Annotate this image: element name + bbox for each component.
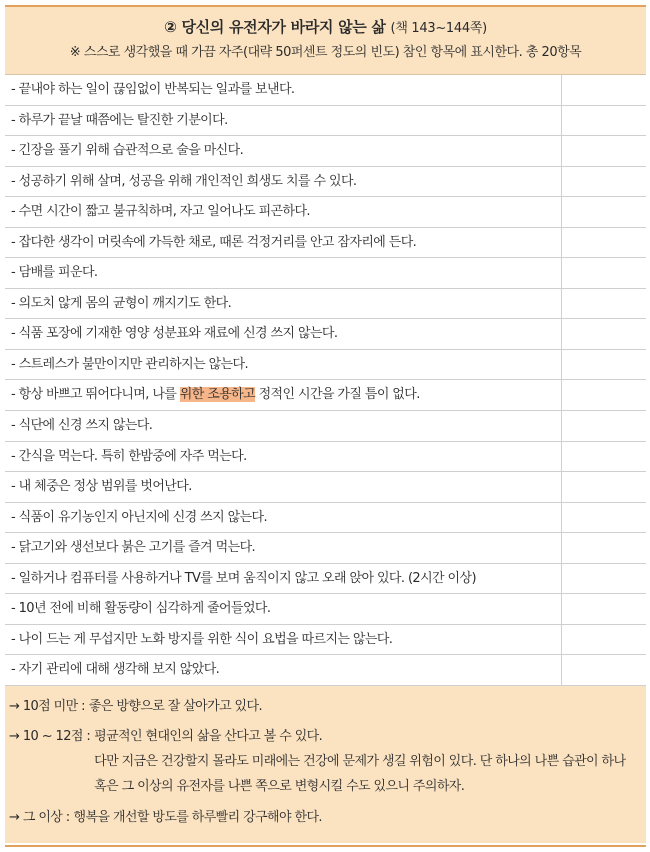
score-description bbox=[90, 726, 646, 799]
item-text bbox=[5, 380, 561, 410]
checklist-row bbox=[5, 655, 646, 686]
item-text: - 자기 관리에 대해 생각해 보지 않았다. bbox=[11, 662, 220, 678]
check-cell[interactable] bbox=[561, 625, 646, 655]
check-cell[interactable] bbox=[561, 167, 646, 197]
title-page-reference: (책 143~144쪽) bbox=[390, 21, 487, 36]
check-cell[interactable] bbox=[561, 594, 646, 624]
score-range-label: → 10점 미만 : bbox=[9, 698, 85, 714]
check-cell[interactable] bbox=[561, 197, 646, 227]
checklist-items bbox=[5, 75, 646, 686]
checklist-row bbox=[5, 167, 646, 198]
item-text: - 의도치 않게 몸의 균형이 깨지기도 한다. bbox=[11, 295, 232, 311]
checklist-row bbox=[5, 380, 646, 411]
score-result-high bbox=[5, 807, 646, 829]
item-text: - 긴장을 풀기 위해 습관적으로 술을 마신다. bbox=[11, 143, 244, 159]
instruction-note: ※ 스스로 생각했을 때 가끔 자주(대략 50퍼센트 정도의 빈도) 참인 항목에 표시한다. 총 20항목 bbox=[69, 45, 582, 60]
item-text: - 식단에 신경 쓰지 않는다. bbox=[11, 418, 153, 434]
checklist-row bbox=[5, 442, 646, 473]
highlighted-phrase: 위한 조용하고 bbox=[179, 387, 256, 403]
checklist-row bbox=[5, 594, 646, 625]
item-text: - 나이 드는 게 무섭지만 노화 방지를 위한 식이 요법을 따르지는 않는다. bbox=[11, 631, 393, 647]
item-text: - 성공하기 위해 살며, 성공을 위해 개인적인 희생도 치를 수 있다. bbox=[11, 173, 357, 189]
score-result-low bbox=[5, 696, 646, 718]
item-text: - 닭고기와 생선보다 붉은 고기를 즐겨 먹는다. bbox=[11, 540, 256, 556]
item-text: - 끝내야 하는 일이 끊임없이 반복되는 일과를 보낸다. bbox=[11, 82, 295, 97]
item-text: - 담배를 피운다. bbox=[11, 265, 98, 281]
score-description-main: 평균적인 현대인의 삶을 산다고 볼 수 있다. bbox=[94, 728, 323, 744]
check-cell[interactable] bbox=[561, 228, 646, 258]
item-text-end: 정적인 시간을 가질 틈이 없다. bbox=[255, 387, 420, 403]
checklist-row bbox=[5, 258, 646, 289]
checklist-row bbox=[5, 106, 646, 137]
check-cell[interactable] bbox=[561, 380, 646, 410]
check-cell[interactable] bbox=[561, 136, 646, 166]
check-cell[interactable] bbox=[561, 289, 646, 319]
checklist-row bbox=[5, 319, 646, 350]
checklist-row bbox=[5, 503, 646, 534]
checklist-row bbox=[5, 533, 646, 564]
item-text: - 식품 포장에 기재한 영양 성분표와 재료에 신경 쓰지 않는다. bbox=[11, 326, 338, 342]
checklist-row bbox=[5, 411, 646, 442]
checklist-row bbox=[5, 564, 646, 595]
item-text: - 식품이 유기농인지 아닌지에 신경 쓰지 않는다. bbox=[11, 509, 268, 525]
check-cell[interactable] bbox=[561, 106, 646, 136]
checklist-row bbox=[5, 625, 646, 656]
item-text: - 10년 전에 비해 활동량이 심각하게 줄어들었다. bbox=[11, 601, 271, 617]
checklist-row bbox=[5, 289, 646, 320]
item-text: - 일하거나 컴퓨터를 사용하거나 TV를 보며 움직이지 않고 오래 앉아 있다. (2시간 이상) bbox=[11, 570, 476, 586]
checklist-row bbox=[5, 197, 646, 228]
score-description: 행복을 개선할 방도를 하루빨리 강구해야 한다. bbox=[73, 809, 322, 825]
check-cell[interactable] bbox=[561, 472, 646, 502]
check-cell[interactable] bbox=[561, 258, 646, 288]
score-description: 좋은 방향으로 잘 살아가고 있다. bbox=[88, 698, 263, 714]
check-cell[interactable] bbox=[561, 503, 646, 533]
item-text: - 간식을 먹는다. 특히 한밤중에 자주 먹는다. bbox=[11, 448, 247, 464]
score-range-label: → 그 이상 : bbox=[9, 809, 70, 825]
check-cell[interactable] bbox=[561, 75, 646, 105]
check-cell[interactable] bbox=[561, 411, 646, 441]
checklist-row bbox=[5, 228, 646, 259]
check-cell[interactable] bbox=[561, 442, 646, 472]
item-text: - 스트레스가 불만이지만 관리하지는 않는다. bbox=[11, 356, 248, 372]
check-cell[interactable] bbox=[561, 319, 646, 349]
check-cell[interactable] bbox=[561, 350, 646, 380]
item-text: - 내 체중은 정상 범위를 벗어난다. bbox=[11, 479, 192, 495]
checklist-title bbox=[5, 16, 646, 40]
score-description-detail: 다만 지금은 건강할지 몰라도 미래에는 건강에 문제가 생길 위험이 있다. 단 하나의 나쁜 습관이 하나 혹은 그 이상의 유전자를 나쁜 쪽으로 변형시킬 수도 있으니 주의하자. bbox=[94, 753, 626, 794]
checklist-sheet bbox=[5, 5, 646, 847]
checklist-row bbox=[5, 75, 646, 106]
scoring-guide bbox=[5, 686, 646, 843]
checklist-header bbox=[5, 7, 646, 75]
check-cell[interactable] bbox=[561, 564, 646, 594]
title-text: ② 당신의 유전자가 바라지 않는 삶 bbox=[164, 18, 386, 36]
checklist-row bbox=[5, 472, 646, 503]
item-text: - 잡다한 생각이 머릿속에 가득한 채로, 때론 걱정거리를 안고 잠자리에 든다. bbox=[11, 234, 417, 250]
score-result-mid bbox=[5, 726, 646, 799]
checklist-row bbox=[5, 136, 646, 167]
check-cell[interactable] bbox=[561, 533, 646, 563]
item-text-start: - 항상 바쁘고 뛰어다니며, 나를 bbox=[11, 387, 180, 403]
score-range-label: → 10 ~ 12점 : bbox=[9, 728, 91, 744]
check-cell[interactable] bbox=[561, 655, 646, 685]
checklist-row bbox=[5, 350, 646, 381]
item-text: - 하루가 끝날 때쯤에는 탈진한 기분이다. bbox=[11, 112, 228, 128]
item-text: - 수면 시간이 짧고 불규칙하며, 자고 일어나도 피곤하다. bbox=[11, 204, 310, 220]
